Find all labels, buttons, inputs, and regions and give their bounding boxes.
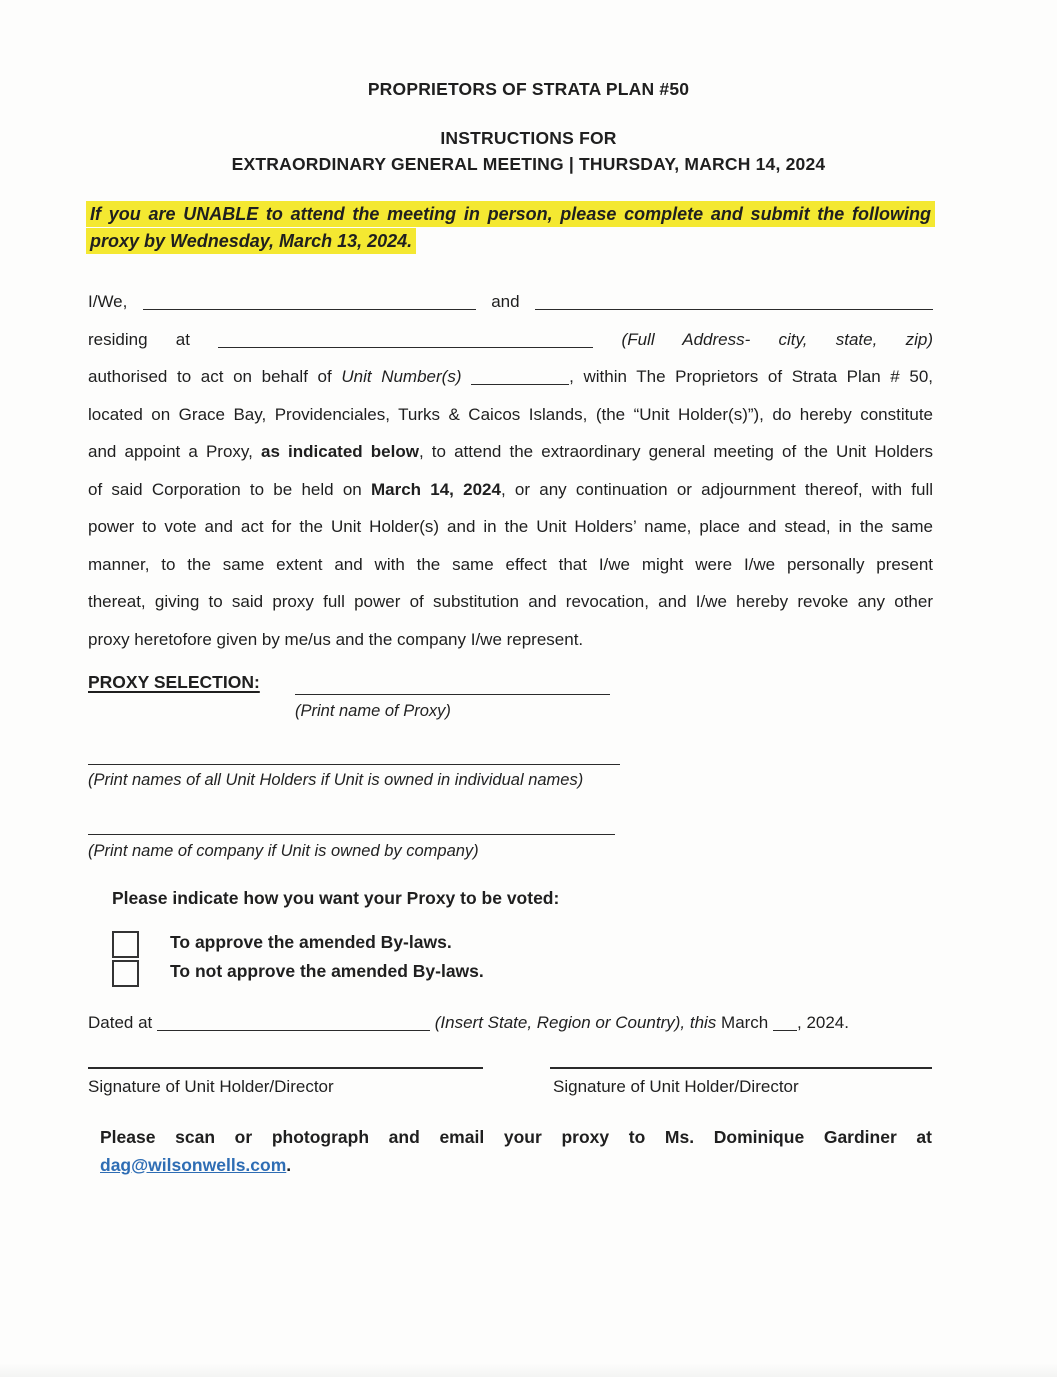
proxy-selection-label: PROXY SELECTION:: [88, 672, 260, 692]
paragraph-line: located on Grace Bay, Providenciales, Turks & Caicos Islands, (the “Unit Holder(s)”), do hereby constitute: [88, 404, 933, 424]
paragraph-line: [88, 283, 933, 321]
unit-holders-names-field[interactable]: [88, 740, 620, 765]
iwe-label: I/We,: [88, 292, 128, 311]
dated-location-field[interactable]: [157, 1014, 430, 1031]
residing-at-label: residing at: [88, 329, 190, 349]
signature-label-right: Signature of Unit Holder/Director: [553, 1077, 799, 1096]
approve-label: To approve the amended By-laws.: [170, 932, 452, 952]
proxy-name-field[interactable]: [295, 670, 610, 695]
dated-at-label: Dated at: [88, 1013, 153, 1033]
meeting-date: March 14, 2024: [370, 479, 501, 499]
proxy-paragraph: [88, 283, 933, 658]
company-caption: (Print name of company if Unit is owned by company): [88, 842, 479, 860]
attendance-notice: [86, 201, 935, 254]
and-label: and: [491, 292, 520, 311]
dated-year: , 2024.: [797, 1013, 849, 1033]
company-name-field[interactable]: [88, 810, 615, 835]
address-field[interactable]: [218, 330, 593, 347]
scan-edge-shading: [0, 1363, 1057, 1377]
address-format-note: (Full Address- city, state, zip): [621, 329, 933, 349]
meeting-heading: EXTRAORDINARY GENERAL MEETING | THURSDAY, MARCH 14, 2024: [231, 154, 826, 174]
email-link[interactable]: dag@wilsonwells.com: [100, 1154, 287, 1175]
not-approve-label: To not approve the amended By-laws.: [170, 961, 484, 981]
paragraph-line: proxy heretofore given by me/us and the company I/we represent.: [88, 629, 584, 649]
approve-checkbox[interactable]: [112, 931, 139, 958]
dated-line: [88, 1011, 933, 1033]
proxy-name-caption: (Print name of Proxy): [295, 702, 451, 720]
footer-period: .: [286, 1154, 292, 1175]
unit-holder-name-field-1[interactable]: [143, 293, 476, 310]
page-title: PROPRIETORS OF STRATA PLAN #50: [367, 79, 690, 99]
signature-line-left[interactable]: [88, 1067, 483, 1069]
signature-line-right[interactable]: [550, 1067, 932, 1069]
paragraph-line: [88, 321, 933, 359]
paragraph-line: of said Corporation to be held on March 14, 2024, or any continuation or adjournment thereof, with full: [88, 479, 933, 499]
notice-line-1: If you are UNABLE to attend the meeting in person, please complete and submit the following: [86, 201, 935, 227]
dated-format-note: (Insert State, Region or Country), this: [434, 1013, 717, 1033]
paragraph-line: thereat, giving to said proxy full power of substitution and revocation, and I/we hereby revoke any other: [88, 592, 933, 611]
unit-numbers-label: Unit Number(s): [341, 367, 462, 386]
unit-numbers-field[interactable]: [471, 368, 569, 385]
unit-holder-name-field-2[interactable]: [535, 293, 933, 310]
paragraph-line: power to vote and act for the Unit Holder(s) and in the Unit Holders’ name, place and stead, in the same: [88, 517, 933, 536]
notice-line-2: proxy by Wednesday, March 13, 2024.: [86, 228, 416, 254]
instructions-heading: INSTRUCTIONS FOR: [440, 128, 617, 148]
paragraph-line: authorised to act on behalf of Unit Number(s) , within The Proprietors of Strata Plan # 50,: [88, 367, 934, 386]
dated-month: March: [721, 1013, 769, 1033]
footer-line-1: Please scan or photograph and email your proxy to Ms. Dominique Gardiner at: [100, 1127, 932, 1147]
unit-holders-caption: (Print names of all Unit Holders if Unit is owned in individual names): [88, 771, 584, 789]
footer-instruction: [100, 1124, 932, 1179]
dated-day-field[interactable]: [773, 1014, 797, 1031]
paragraph-line: and appoint a Proxy, as indicated below, to attend the extraordinary general meeting of the Unit Holders: [88, 442, 933, 461]
vote-instruction: Please indicate how you want your Proxy to be voted:: [112, 888, 560, 908]
paragraph-line: manner, to the same extent and with the same effect that I/we might were I/we personally present: [88, 554, 933, 574]
not-approve-checkbox[interactable]: [112, 960, 139, 987]
signature-label-left: Signature of Unit Holder/Director: [88, 1077, 334, 1096]
